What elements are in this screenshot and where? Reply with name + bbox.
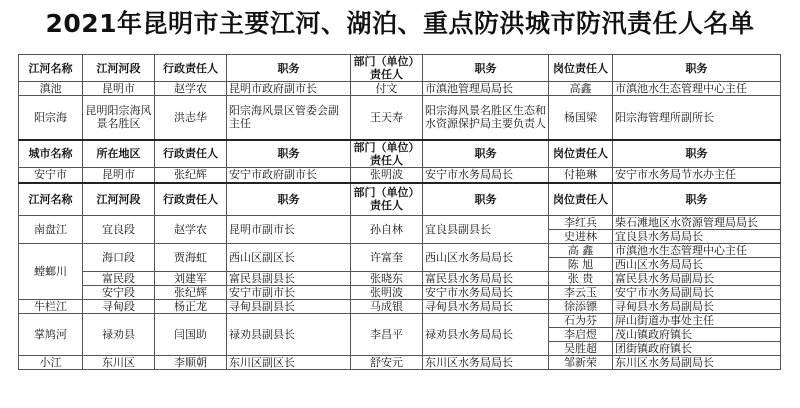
table-row bbox=[19, 271, 781, 285]
header-cell: 岗位责任人 bbox=[549, 183, 613, 215]
dept-title-cell: 市滇池管理局局长 bbox=[423, 82, 549, 96]
admin-person-cell: 闫国助 bbox=[155, 313, 227, 355]
post-person-cell: 付艳琳 bbox=[549, 167, 613, 183]
post-title-cell: 安宁市水务局副局长 bbox=[613, 285, 781, 299]
admin-person-cell: 杨正龙 bbox=[155, 299, 227, 313]
dept-person-cell: 张明波 bbox=[351, 167, 423, 183]
post-person-cell: 李红兵 bbox=[549, 215, 613, 229]
section1-header-row bbox=[19, 55, 781, 82]
post-title-cell: 阳宗海管理所副所长 bbox=[613, 96, 781, 140]
river-name-cell: 掌鸠河 bbox=[19, 313, 83, 355]
table-row bbox=[19, 355, 781, 369]
header-cell: 部门（单位）责任人 bbox=[351, 55, 423, 82]
segment-cell: 海口段 bbox=[83, 243, 155, 271]
header-cell: 部门（单位）责任人 bbox=[351, 183, 423, 215]
dept-title-cell: 宜良县副县长 bbox=[423, 215, 549, 243]
post-person-cell: 张 贵 bbox=[549, 271, 613, 285]
table-row bbox=[19, 96, 781, 140]
post-title-cell: 东川区水务局副局长 bbox=[613, 355, 781, 369]
header-cell: 岗位责任人 bbox=[549, 140, 613, 168]
post-person-cell: 陈 旭 bbox=[549, 257, 613, 271]
river-name-cell: 螳螂川 bbox=[19, 243, 83, 299]
table-row bbox=[19, 299, 781, 313]
segment-cell: 禄劝县 bbox=[83, 313, 155, 355]
admin-title-cell: 昆明市副市长 bbox=[227, 215, 351, 243]
post-person-cell: 李云玉 bbox=[549, 285, 613, 299]
page-title: 2021年昆明市主要江河、湖泊、重点防洪城市防汛责任人名单 bbox=[45, 9, 755, 38]
dept-title-cell: 富民县水务局局长 bbox=[423, 271, 549, 285]
dept-title-cell: 禄劝县水务局局长 bbox=[423, 313, 549, 355]
header-cell: 岗位责任人 bbox=[549, 55, 613, 82]
dept-person-cell: 张晓东 bbox=[351, 271, 423, 285]
admin-person-cell: 贾海虹 bbox=[155, 243, 227, 271]
header-cell: 所在地区 bbox=[83, 140, 155, 168]
admin-person-cell: 赵学农 bbox=[155, 82, 227, 96]
city-name-cell: 安宁市 bbox=[19, 167, 83, 183]
river-name-cell: 小江 bbox=[19, 355, 83, 369]
header-cell: 行政责任人 bbox=[155, 55, 227, 82]
header-cell: 江河河段 bbox=[83, 183, 155, 215]
dept-title-cell: 安宁市水务局局长 bbox=[423, 167, 549, 183]
river-name-cell: 牛栏江 bbox=[19, 299, 83, 313]
post-title-cell: 安宁市水务局节水办主任 bbox=[613, 167, 781, 183]
admin-title-cell: 富民县副县长 bbox=[227, 271, 351, 285]
header-cell: 职务 bbox=[227, 183, 351, 215]
table-row bbox=[19, 285, 781, 299]
header-cell: 职务 bbox=[423, 55, 549, 82]
admin-title-cell: 禄劝县副县长 bbox=[227, 313, 351, 355]
header-cell: 职务 bbox=[227, 140, 351, 168]
post-person-cell: 石为芬 bbox=[549, 313, 613, 327]
post-title-cell: 柴石滩地区水资源管理局局长 bbox=[613, 215, 781, 229]
header-cell: 行政责任人 bbox=[155, 140, 227, 168]
table-row bbox=[19, 313, 781, 327]
table-row bbox=[19, 215, 781, 229]
header-cell: 部门（单位）责任人 bbox=[351, 140, 423, 168]
dept-person-cell: 付文 bbox=[351, 82, 423, 96]
header-cell: 职务 bbox=[613, 183, 781, 215]
admin-title-cell: 安宁市政府副市长 bbox=[227, 167, 351, 183]
post-title-cell: 茂山镇政府镇长 bbox=[613, 327, 781, 341]
segment-cell: 宜良段 bbox=[83, 215, 155, 243]
dept-title-cell: 寻甸县水务局局长 bbox=[423, 299, 549, 313]
admin-title-cell: 安宁市副市长 bbox=[227, 285, 351, 299]
header-cell: 江河名称 bbox=[19, 55, 83, 82]
dept-person-cell: 孙自林 bbox=[351, 215, 423, 243]
segment-cell: 富民段 bbox=[83, 271, 155, 285]
admin-title-cell: 阳宗海风景区管委会副主任 bbox=[227, 96, 351, 140]
section2-header-row bbox=[19, 140, 781, 168]
admin-person-cell: 李顺朝 bbox=[155, 355, 227, 369]
dept-person-cell: 马成银 bbox=[351, 299, 423, 313]
post-person-cell: 杨国梁 bbox=[549, 96, 613, 140]
admin-title-cell: 西山区副区长 bbox=[227, 243, 351, 271]
post-title-cell: 西山区水务局局长 bbox=[613, 257, 781, 271]
river-name-cell: 滇池 bbox=[19, 82, 83, 96]
post-title-cell: 市滇池水生态管理中心主任 bbox=[613, 243, 781, 257]
post-title-cell: 寻甸县水务局副局长 bbox=[613, 299, 781, 313]
post-person-cell: 李启煜 bbox=[549, 327, 613, 341]
header-cell: 行政责任人 bbox=[155, 183, 227, 215]
table-row bbox=[19, 167, 781, 183]
post-title-cell: 市滇池水生态管理中心主任 bbox=[613, 82, 781, 96]
post-title-cell: 宜良县水务局局长 bbox=[613, 229, 781, 243]
post-person-cell: 吴胜超 bbox=[549, 341, 613, 355]
admin-person-cell: 洪志华 bbox=[155, 96, 227, 140]
header-cell: 职务 bbox=[423, 140, 549, 168]
admin-title-cell: 东川区副区长 bbox=[227, 355, 351, 369]
river-name-cell: 南盘江 bbox=[19, 215, 83, 243]
segment-cell: 昆明阳宗海风景名胜区 bbox=[83, 96, 155, 140]
dept-person-cell: 张明波 bbox=[351, 285, 423, 299]
table-row bbox=[19, 82, 781, 96]
admin-person-cell: 赵学农 bbox=[155, 215, 227, 243]
river-name-cell: 阳宗海 bbox=[19, 96, 83, 140]
table-row bbox=[19, 243, 781, 257]
segment-cell: 东川区 bbox=[83, 355, 155, 369]
header-cell: 职务 bbox=[613, 140, 781, 168]
header-cell: 职务 bbox=[227, 55, 351, 82]
post-title-cell: 屏山街道办事处主任 bbox=[613, 313, 781, 327]
admin-person-cell: 刘建军 bbox=[155, 271, 227, 285]
header-cell: 城市名称 bbox=[19, 140, 83, 168]
header-cell: 职务 bbox=[423, 183, 549, 215]
section3-header-row bbox=[19, 183, 781, 215]
admin-title-cell: 寻甸县副县长 bbox=[227, 299, 351, 313]
post-person-cell: 高鑫 bbox=[549, 82, 613, 96]
admin-person-cell: 张纪辉 bbox=[155, 285, 227, 299]
header-cell: 江河河段 bbox=[83, 55, 155, 82]
header-cell: 职务 bbox=[613, 55, 781, 82]
dept-title-cell: 安宁市水务局局长 bbox=[423, 285, 549, 299]
segment-cell: 安宁段 bbox=[83, 285, 155, 299]
post-person-cell: 徐添镖 bbox=[549, 299, 613, 313]
dept-person-cell: 许富奎 bbox=[351, 243, 423, 271]
dept-title-cell: 西山区水务局局长 bbox=[423, 243, 549, 271]
post-person-cell: 高 鑫 bbox=[549, 243, 613, 257]
responsibility-table bbox=[18, 54, 781, 370]
admin-title-cell: 昆明市政府副市长 bbox=[227, 82, 351, 96]
dept-person-cell: 王天寿 bbox=[351, 96, 423, 140]
segment-cell: 寻甸段 bbox=[83, 299, 155, 313]
post-title-cell: 团街镇政府镇长 bbox=[613, 341, 781, 355]
dept-title-cell: 阳宗海风景名胜区生态和水资源保护局主要负责人 bbox=[423, 96, 549, 140]
dept-title-cell: 东川区水务局局长 bbox=[423, 355, 549, 369]
dept-person-cell: 舒安元 bbox=[351, 355, 423, 369]
header-cell: 江河名称 bbox=[19, 183, 83, 215]
segment-cell: 昆明市 bbox=[83, 82, 155, 96]
region-cell: 昆明市 bbox=[83, 167, 155, 183]
admin-person-cell: 张纪辉 bbox=[155, 167, 227, 183]
post-title-cell: 富民县水务局副局长 bbox=[613, 271, 781, 285]
post-person-cell: 史进林 bbox=[549, 229, 613, 243]
post-person-cell: 邹新荣 bbox=[549, 355, 613, 369]
dept-person-cell: 李昌平 bbox=[351, 313, 423, 355]
